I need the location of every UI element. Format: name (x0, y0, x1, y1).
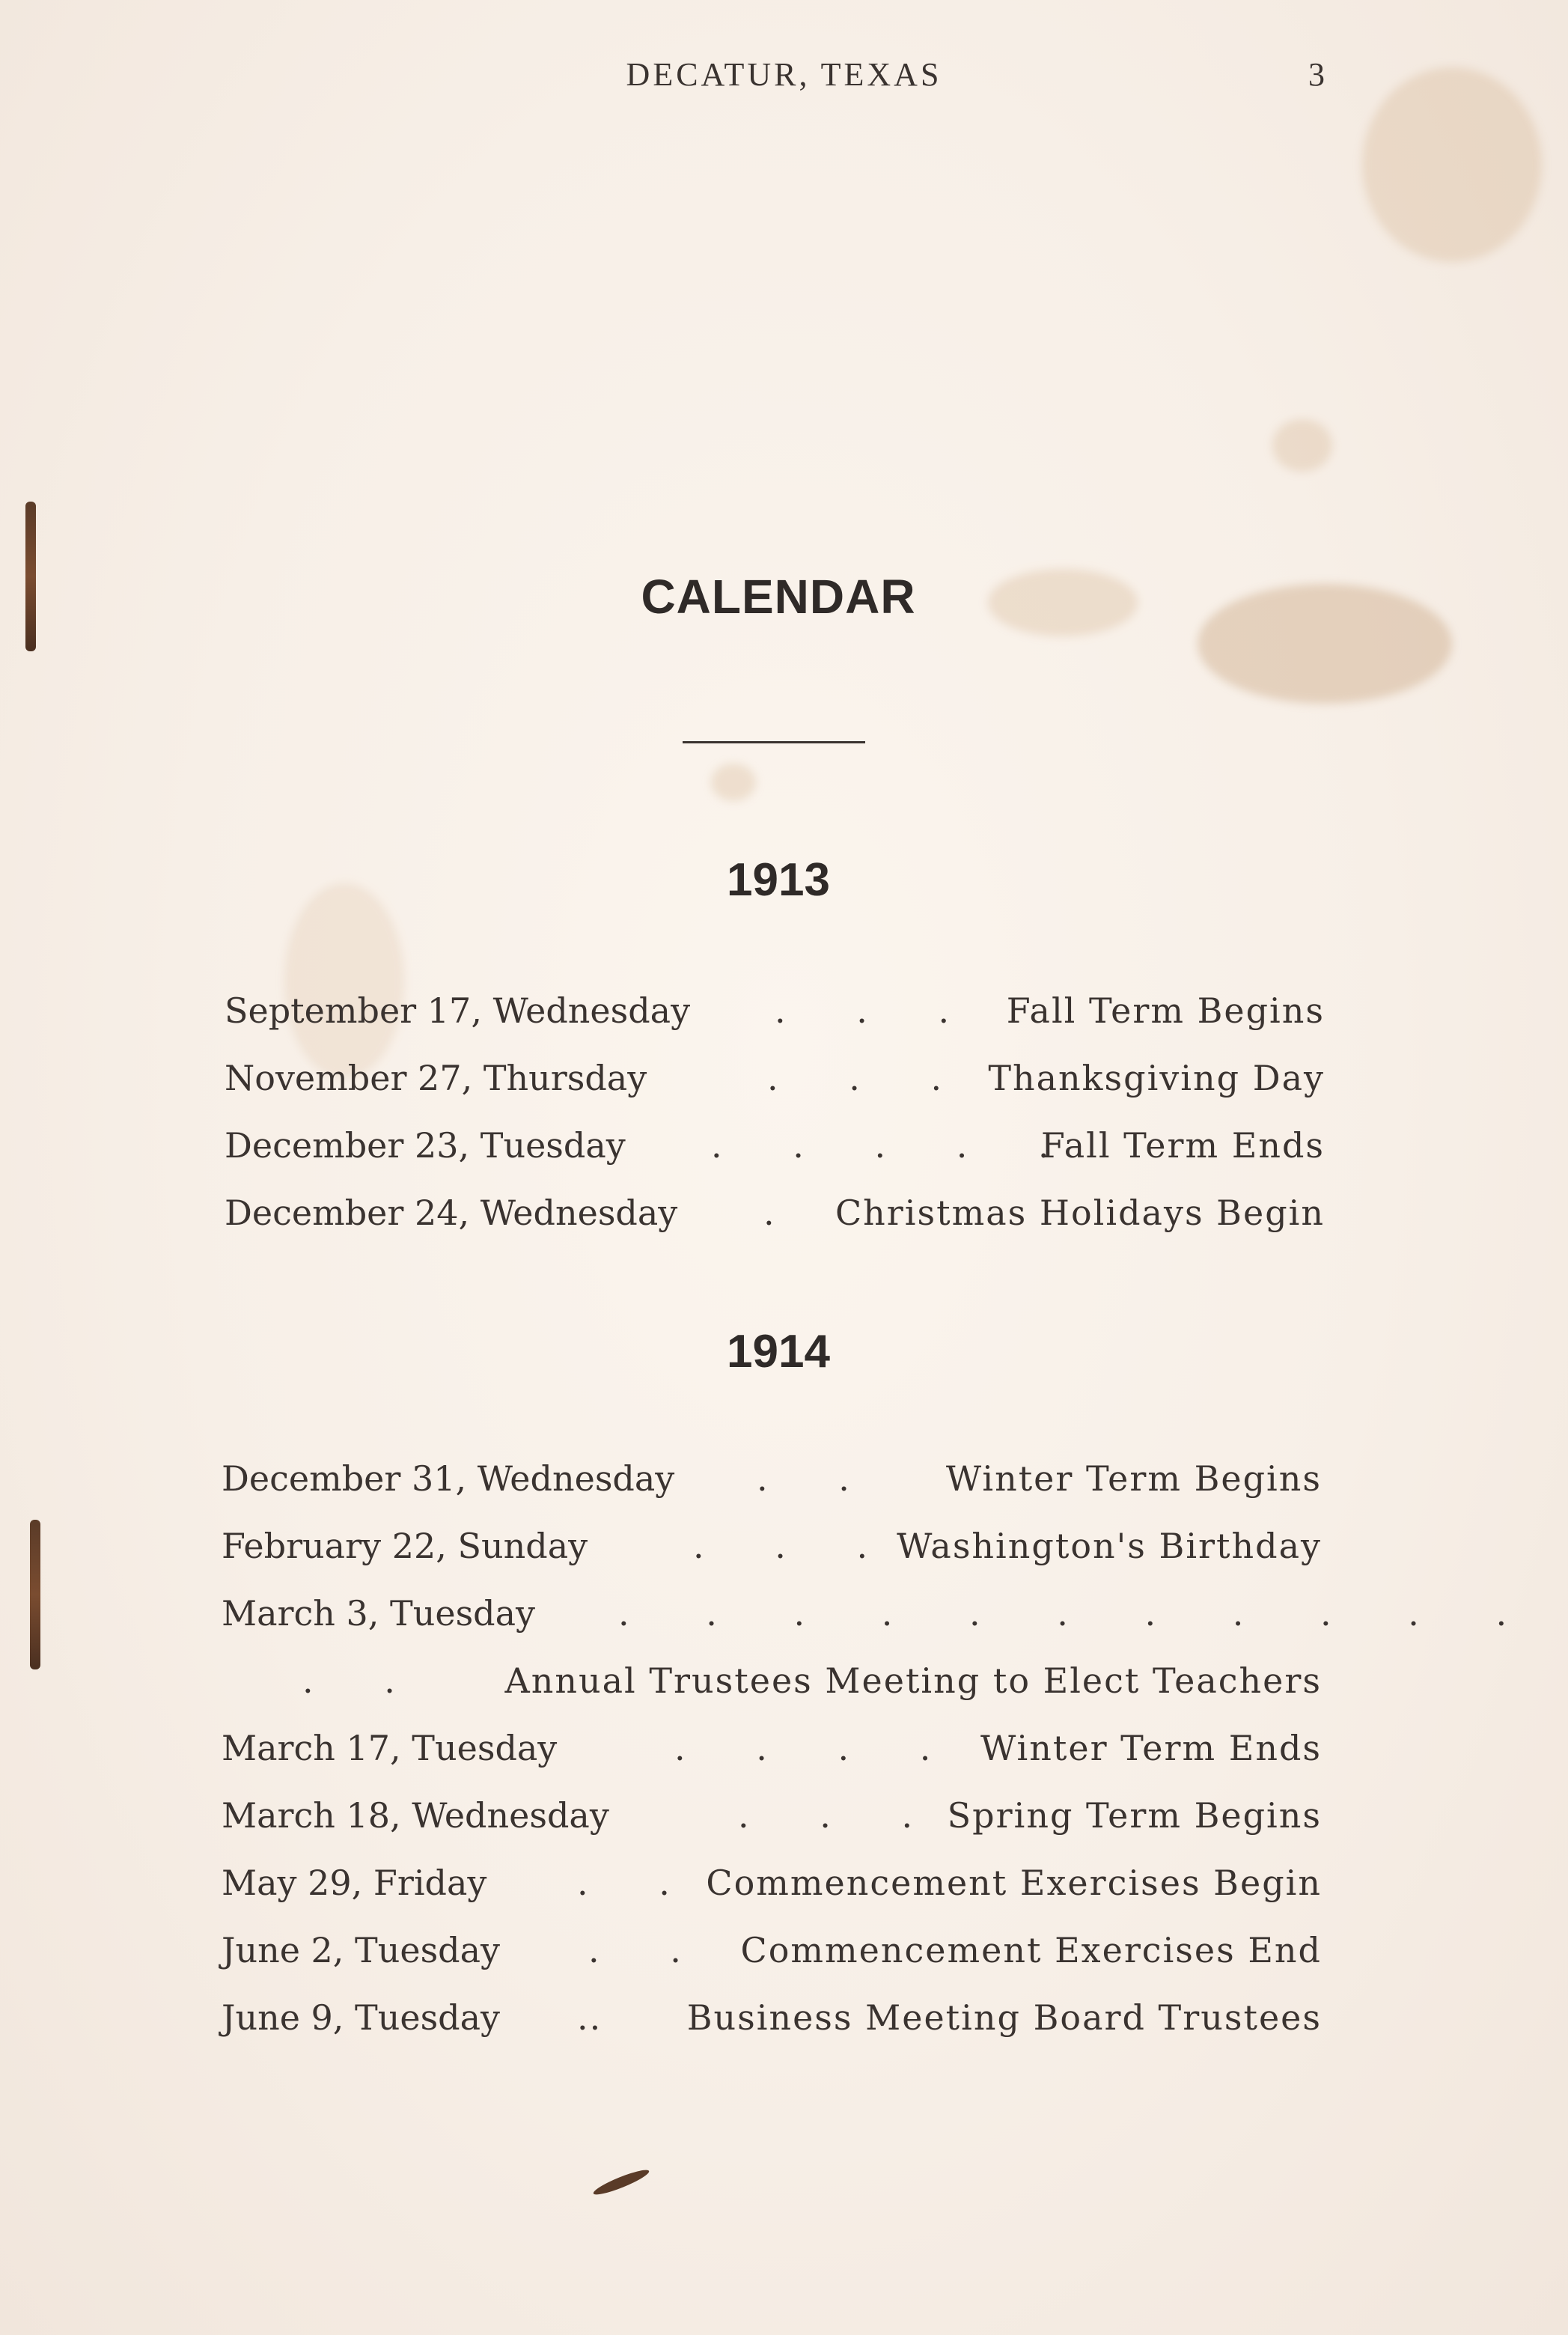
calendar-entry (222, 1714, 1322, 1782)
entry-event: Washington's Birthday (897, 1526, 1322, 1566)
entry-date: November 27, Thursday (225, 1058, 647, 1098)
leader-dots: . . . . . . . . . . . (618, 1593, 1540, 1634)
calendar-entry (222, 1917, 1322, 1984)
calendar-entry (225, 1044, 1325, 1112)
running-head: DECATUR, TEXAS (626, 56, 942, 93)
leader-dots: . . . . . (711, 1125, 1079, 1166)
entry-event: Business Meeting Board Trustees (686, 1997, 1322, 2038)
leader-dots: . . . (767, 1058, 972, 1098)
calendar-entry-continuation (222, 1647, 1322, 1714)
calendar-list-1914 (222, 1445, 1540, 2051)
calendar-entry (225, 1112, 1325, 1179)
stain (711, 764, 756, 801)
leader-dots: . (763, 1193, 805, 1233)
leader-dots: . . . (738, 1795, 943, 1836)
calendar-entry (225, 977, 1325, 1044)
page-number: 3 (1308, 56, 1325, 93)
entry-event: Christmas Holidays Begin (835, 1193, 1325, 1233)
stain (1362, 67, 1542, 262)
entry-date: March 17, Tuesday (222, 1728, 558, 1768)
leader-dots: . . (302, 1660, 425, 1701)
entry-date: May 29, Friday (222, 1863, 487, 1903)
entry-event: Commencement Exercises End (740, 1930, 1322, 1970)
entry-event: Commencement Exercises Begin (706, 1863, 1322, 1903)
entry-date: February 22, Sunday (222, 1526, 588, 1566)
entry-date: December 31, Wednesday (222, 1458, 675, 1499)
entry-date: September 17, Wednesday (225, 990, 691, 1031)
leader-dots: . . . . (674, 1728, 961, 1768)
stain (1272, 419, 1332, 472)
calendar-entry (222, 1782, 1322, 1849)
entry-event: Thanksgiving Day (988, 1058, 1325, 1098)
leader-dots: . . . (693, 1526, 898, 1566)
entry-event: Fall Term Ends (1040, 1125, 1325, 1166)
leader-dots: . . (577, 1863, 700, 1903)
calendar-entry (222, 1445, 1322, 1512)
year-heading-1914: 1914 (727, 1326, 830, 1377)
year-heading-1913: 1913 (727, 854, 830, 906)
calendar-entry (222, 1580, 1540, 1647)
entry-date: December 24, Wednesday (225, 1193, 678, 1233)
entry-event: Winter Term Ends (980, 1728, 1322, 1768)
ink-mark (591, 2167, 650, 2199)
entry-event: Winter Term Begins (945, 1458, 1322, 1499)
entry-date: June 2, Tuesday (222, 1930, 501, 1970)
entry-event: Fall Term Begins (1006, 990, 1325, 1031)
entry-date: December 23, Tuesday (225, 1125, 626, 1166)
title-rule (683, 741, 865, 743)
staple (30, 1520, 40, 1669)
leader-dots: . . (757, 1458, 879, 1499)
entry-event: Annual Trustees Meeting to Elect Teachers (504, 1660, 1322, 1701)
calendar-entry (225, 1179, 1325, 1246)
entry-date: March 18, Wednesday (222, 1795, 609, 1836)
leader-dots: . . . (775, 990, 980, 1031)
calendar-entry (222, 1512, 1322, 1580)
leader-dots: .. (577, 1997, 603, 2038)
calendar-list-1913 (225, 977, 1325, 1246)
calendar-entry (222, 1984, 1322, 2051)
entry-date: March 3, Tuesday (222, 1593, 536, 1634)
calendar-entry (222, 1849, 1322, 1917)
entry-date: June 9, Tuesday (222, 1997, 501, 2038)
entry-event: Spring Term Begins (947, 1795, 1322, 1836)
page-title: CALENDAR (641, 570, 916, 624)
leader-dots: . . (588, 1930, 711, 1970)
